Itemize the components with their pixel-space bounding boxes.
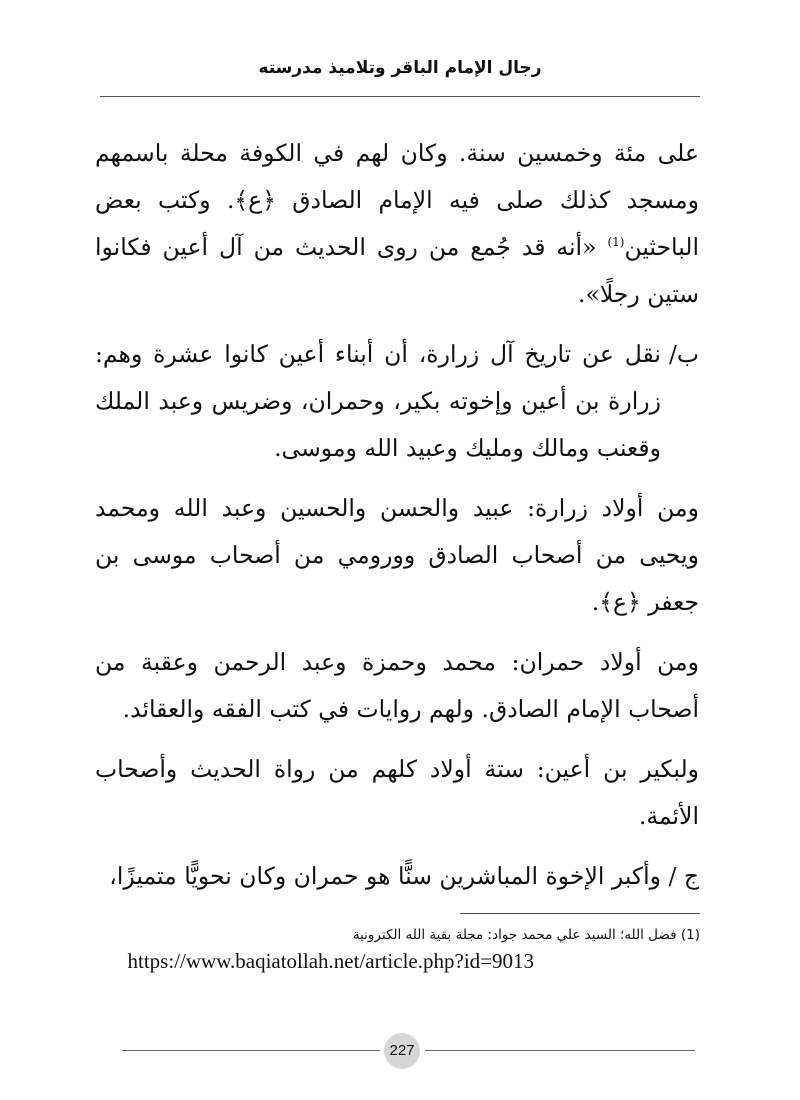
paragraph-1-text-b: «أنه قد جُمع من روى الحديث من آل أعين فكانوا ستين رجلًا».: [95, 233, 699, 308]
paragraph-2-text: نقل عن تاريخ آل زرارة، أن أبناء أعين كانوا عشرة وهم: زرارة بن أعين وإخوته بكير، وحمران، وضريس وعبد الملك وقعنب ومالك ومليك وعبيد الله وموسى.: [95, 340, 661, 462]
paragraph-1: [95, 130, 699, 318]
body-text: [95, 130, 699, 913]
footer-rule-left: [122, 1050, 380, 1051]
paragraph-6: ج / وأكبر الإخوة المباشرين سنًّا هو حمران وكان نحويًّا متميزًا،: [109, 862, 699, 890]
paragraph-5: ولبكير بن أعين: ستة أولاد كلهم من رواة الحديث وأصحاب الأئمة.: [95, 755, 699, 830]
footnote-ref: (1): [607, 235, 625, 250]
header-rule: [100, 96, 700, 97]
list-marker-b: ب/: [668, 340, 699, 368]
footnote-url[interactable]: https://www.baqiatollah.net/article.php?id=9013: [127, 949, 534, 973]
paragraph-4: ومن أولاد حمران: محمد وحمزة وعبد الرحمن وعقبة من أصحاب الإمام الصادق. ولهم روايات في كتب الفقه والعقائد.: [95, 648, 699, 723]
paragraph-2: [95, 331, 699, 472]
paragraph-3: ومن أولاد زرارة: عبيد والحسن والحسين وعبد الله ومحمد ويحيى من أصحاب الصادق وورومي من أصحاب موسى بن جعفر ﴿ع﴾.: [95, 494, 699, 616]
paragraph-1-text-a: على مئة وخمسين سنة. وكان لهم في الكوفة محلة باسمهم ومسجد كذلك صلى فيه الإمام الصادق ﴿ع﴾. وكتب بعض الباحثين: [95, 139, 699, 261]
footnote-rule: [460, 913, 700, 914]
running-header: رجال الإمام الباقر وتلاميذ مدرسته: [258, 58, 542, 78]
footer-rule-right: [425, 1050, 695, 1051]
page-number: 227: [384, 1033, 420, 1069]
footnote-text: (1) فضل الله؛ السيد علي محمد جواد: مجلة بقية الله الكترونية: [352, 927, 700, 943]
